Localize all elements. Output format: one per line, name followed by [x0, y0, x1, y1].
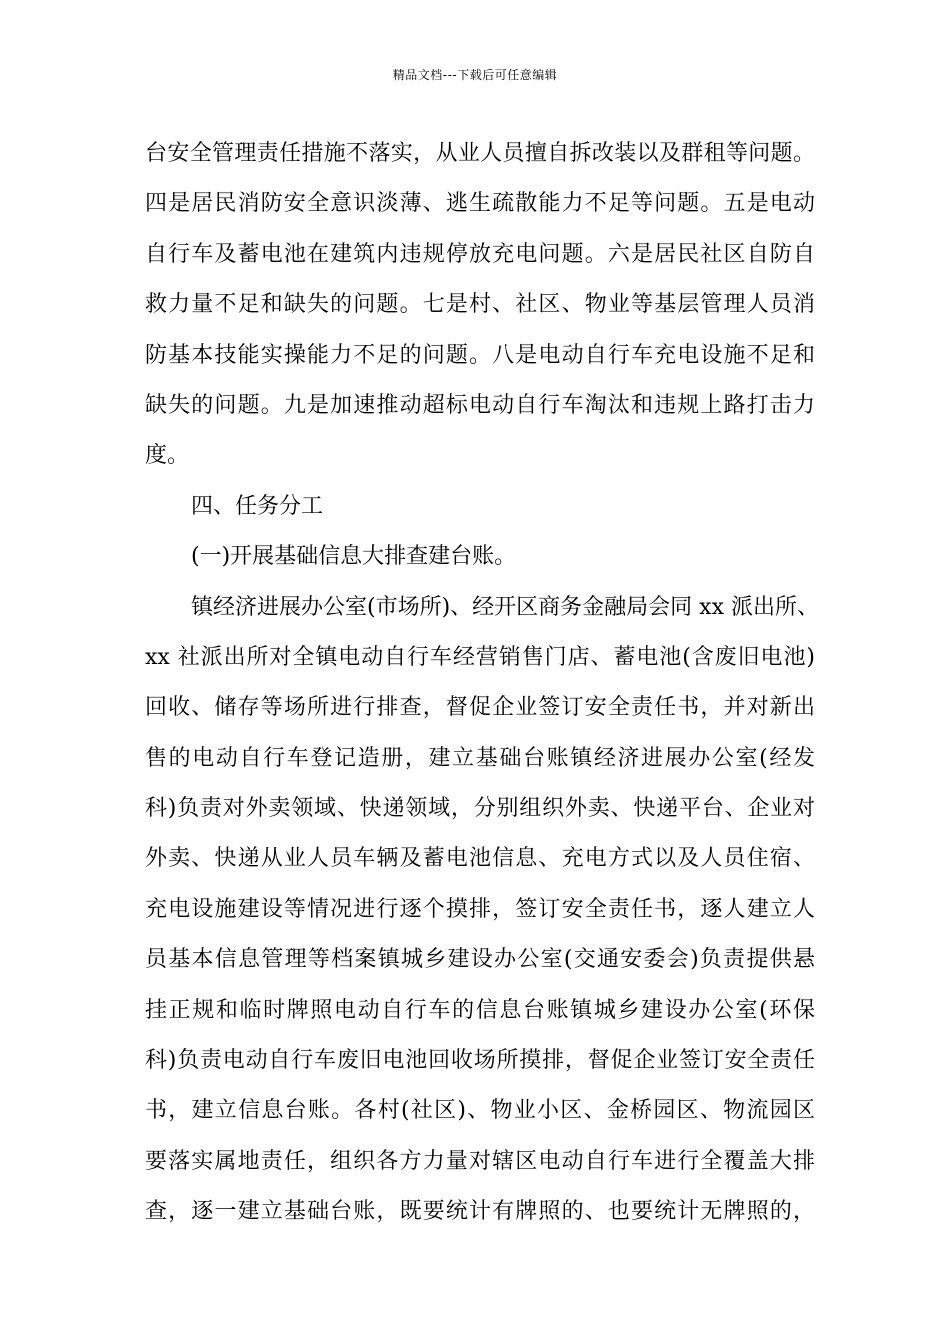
body-text: [145, 129, 819, 1238]
text-line: 台安全管理责任措施不落实，从业人员擅自拆改装以及群租等问题。: [145, 141, 815, 166]
text-line: 回收、储存等场所进行排查，督促企业签订安全责任书，并对新出: [145, 695, 815, 721]
page-header: 精品文档---下载后可任意编辑: [392, 68, 558, 82]
text-line: 缺失的问题。九是加速推动超标电动自行车淘汰和违规上路打击力: [145, 392, 815, 418]
text-line: 外卖、快递从业人员车辆及蓄电池信息、充电方式以及人员住宿、: [145, 846, 815, 872]
text-line: 自行车及蓄电池在建筑内违规停放充电问题。六是居民社区自防自: [145, 241, 815, 267]
section-heading: 四、任务分工: [191, 493, 324, 519]
text-line: 查，逐一建立基础台账，既要统计有牌照的、也要统计无牌照的，: [145, 1199, 815, 1225]
text-line: 度。: [145, 443, 190, 469]
text-line: 售的电动自行车登记造册，建立基础台账镇经济进展办公室(经发: [145, 745, 815, 771]
text-line: 要落实属地责任，组织各方力量对辖区电动自行车进行全覆盖大排: [145, 1148, 815, 1174]
text-line: 四是居民消防安全意识淡薄、逃生疏散能力不足等问题。五是电动: [145, 191, 815, 217]
text-line: 救力量不足和缺失的问题。七是村、社区、物业等基层管理人员消: [145, 292, 815, 318]
text-line: 镇经济进展办公室(市场所)、经开区商务金融局会同 xx 派出所、: [191, 594, 819, 620]
text-line: 科)负责电动自行车废旧电池回收场所摸排，督促企业签订安全责任: [145, 1048, 815, 1074]
text-line: 科)负责对外卖领域、快递领域，分别组织外卖、快递平台、企业对: [145, 796, 815, 822]
text-line: 防基本技能实操能力不足的问题。八是电动自行车充电设施不足和: [145, 342, 815, 368]
text-line: 员基本信息管理等档案镇城乡建设办公室(交通安委会)负责提供悬: [145, 947, 815, 973]
subsection-heading: (一)开展基础信息大排查建台账。: [191, 544, 517, 570]
text-line: 书，建立信息台账。各村(社区)、物业小区、金桥园区、物流园区: [145, 1098, 815, 1124]
text-line: 挂正规和临时牌照电动自行车的信息台账镇城乡建设办公室(环保: [145, 997, 815, 1023]
text-line: xx 社派出所对全镇电动自行车经营销售门店、蓄电池(含废旧电池): [145, 644, 815, 670]
text-line: 充电设施建设等情况进行逐个摸排，签订安全责任书，逐人建立人: [145, 896, 815, 922]
